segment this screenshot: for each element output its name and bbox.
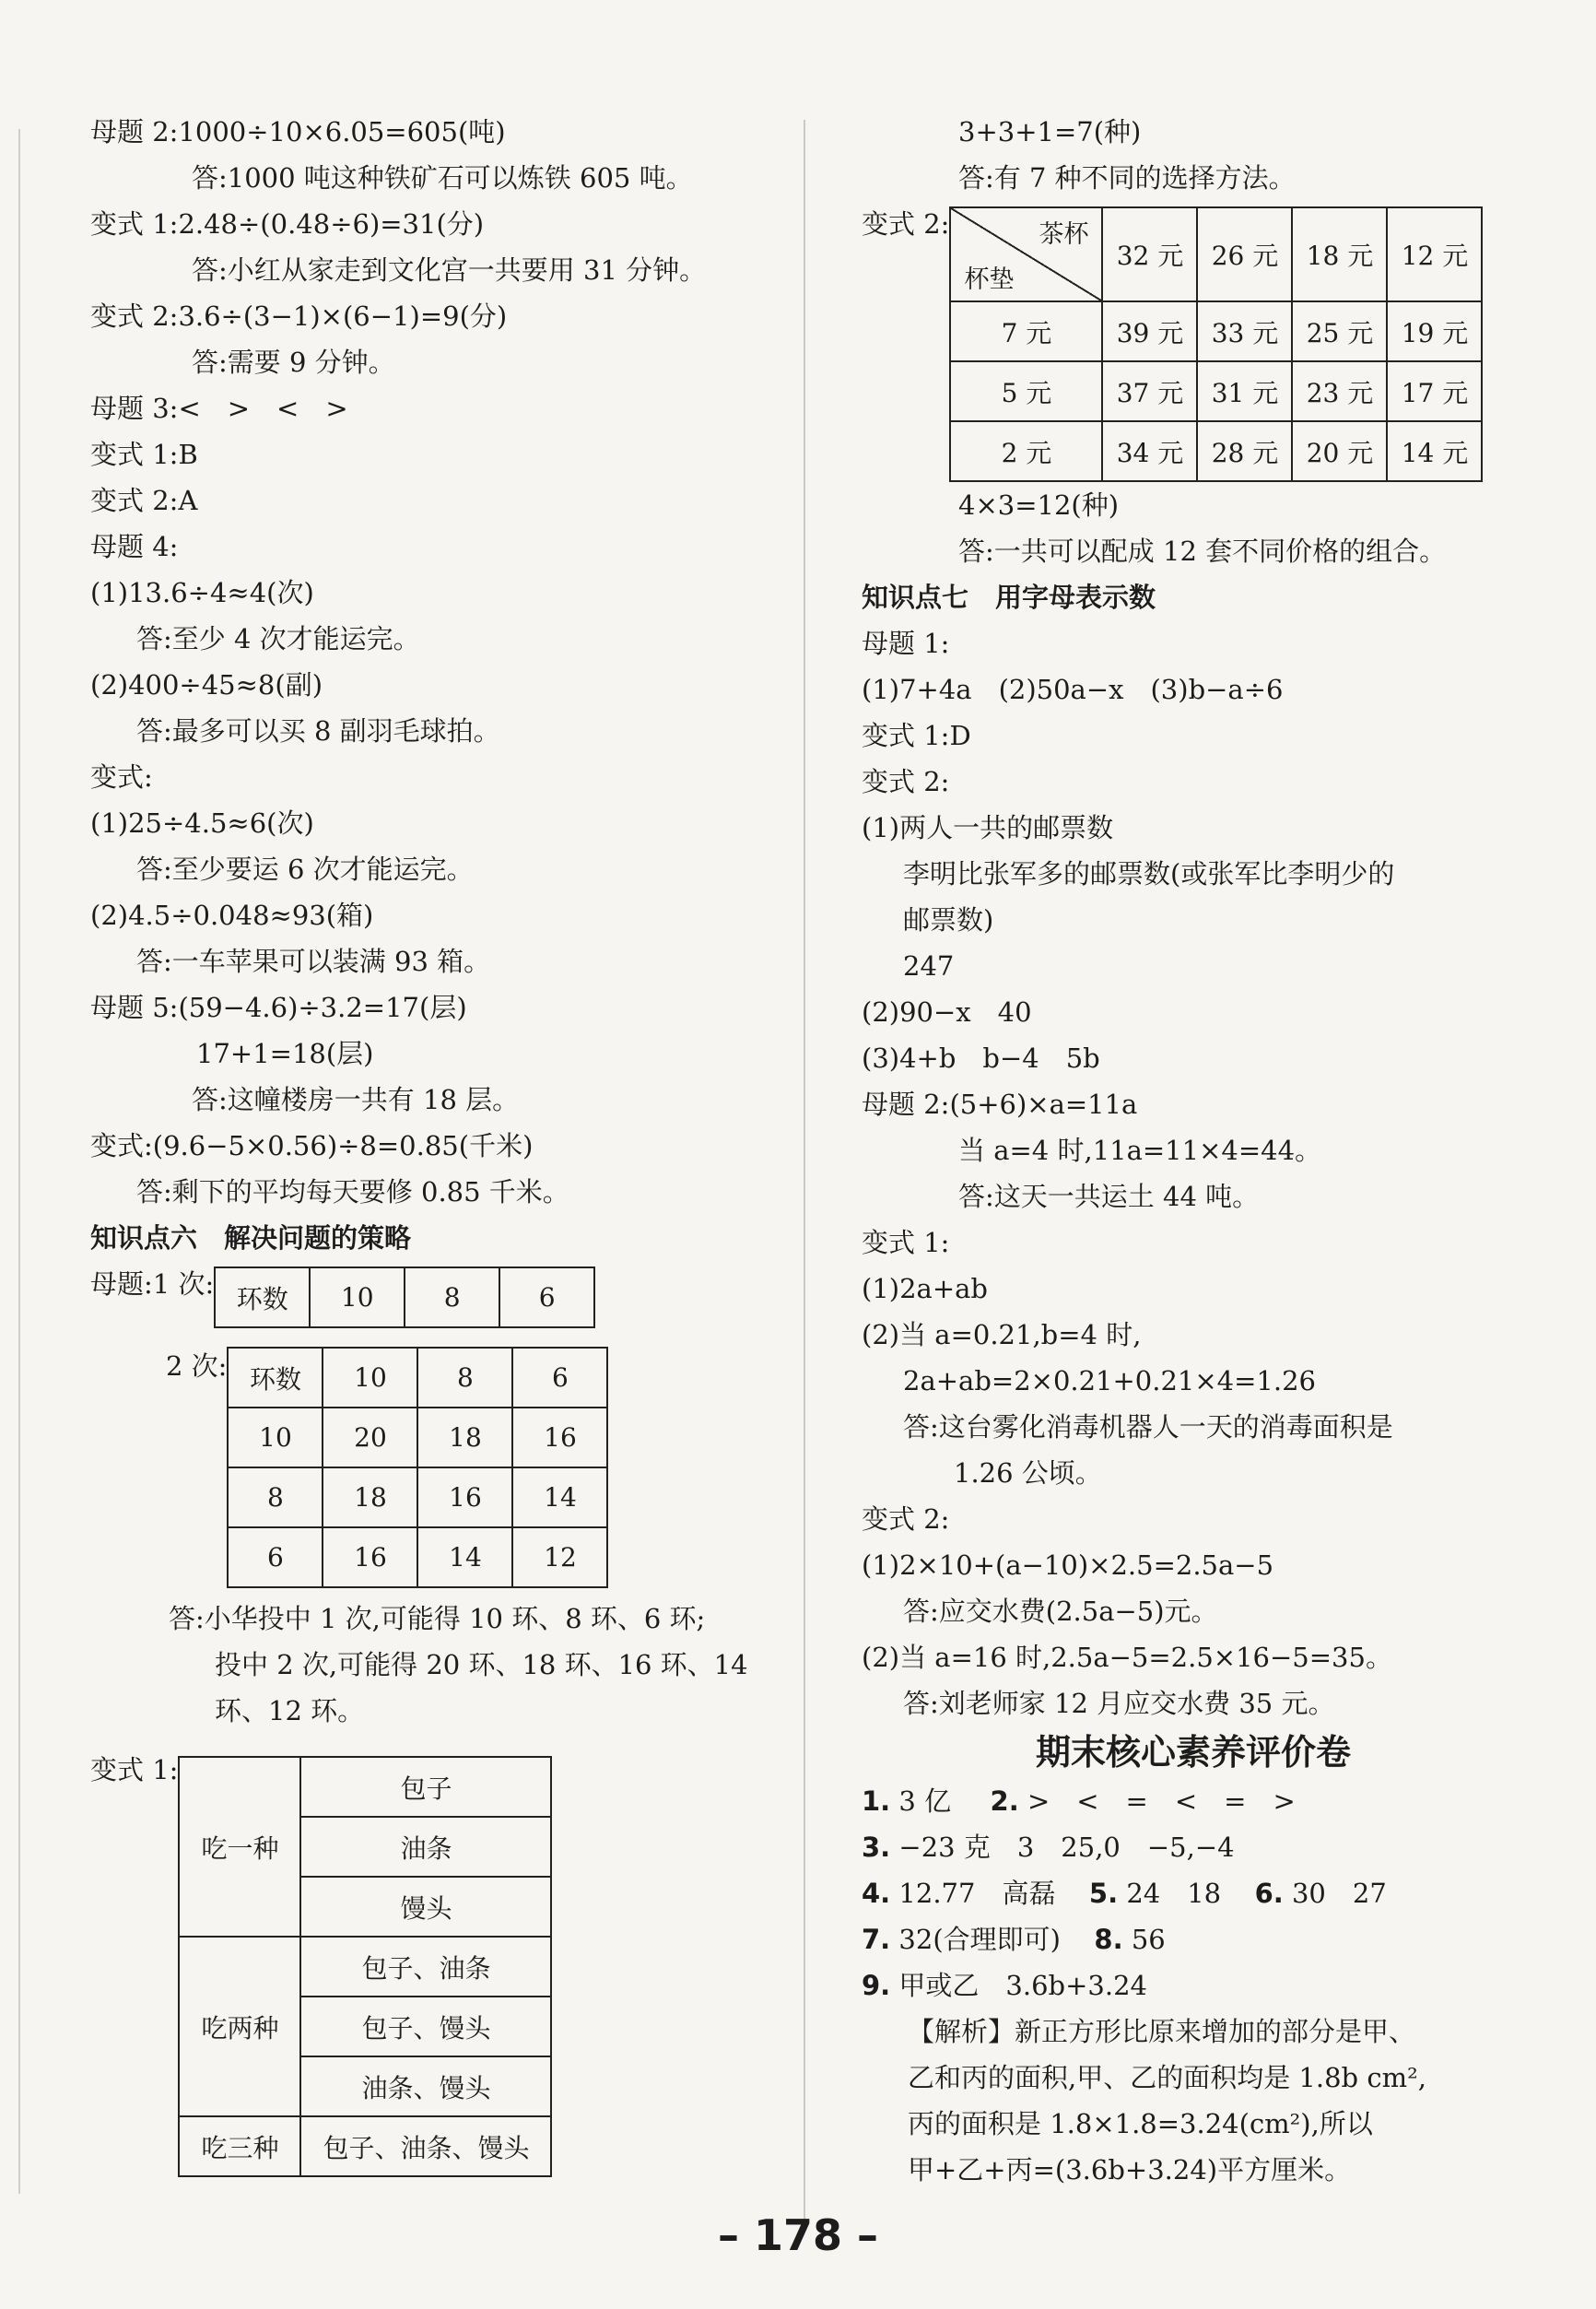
table-cell: 环数 xyxy=(228,1348,323,1408)
food-item-cell: 包子、馒头 xyxy=(300,1997,551,2056)
answer-line: 1.26 公顷。 xyxy=(954,1457,1102,1489)
answer-line: 答:至少 4 次才能运完。 xyxy=(136,623,420,654)
answer-line: 答:最多可以买 8 副羽毛球拍。 xyxy=(136,715,500,747)
column-divider xyxy=(804,120,805,2221)
answer-line: 答:一车苹果可以装满 93 箱。 xyxy=(136,946,491,977)
text-line: 247 xyxy=(903,950,955,982)
text-line: (1)2×10+(a−10)×2.5=2.5a−5 xyxy=(862,1549,1274,1581)
food-group-cell: 吃两种 xyxy=(179,1937,300,2116)
price-table-row xyxy=(862,201,1525,482)
table-cell: 32 元 xyxy=(1102,207,1197,301)
left-column xyxy=(90,109,791,2177)
text-line: 变式 2:A xyxy=(90,485,198,516)
exam-answer-line xyxy=(862,1916,1525,1962)
table-cell: 12 元 xyxy=(1387,207,1482,301)
text-line: 变式:(9.6−5×0.56)÷8=0.85(千米) xyxy=(90,1130,534,1161)
table-cell: 14 xyxy=(417,1527,512,1587)
table-cell: 18 xyxy=(417,1408,512,1467)
text-line: 母题 3:< > < > xyxy=(90,393,348,424)
answer-line: 答:有 7 种不同的选择方法。 xyxy=(958,162,1296,194)
answer-line: 答:需要 9 分钟。 xyxy=(192,347,395,378)
table-cell: 20 xyxy=(323,1408,417,1467)
ring-label-2: 2 次: xyxy=(166,1350,228,1382)
section-heading-6: 知识点六 解决问题的策略 xyxy=(90,1222,412,1254)
text-line: 母题 1: xyxy=(862,628,950,659)
right-column xyxy=(862,109,1525,2193)
question-number: 9. xyxy=(862,1970,891,2001)
food-group-cell: 吃三种 xyxy=(179,2116,300,2176)
table-cell: 6 xyxy=(228,1527,323,1587)
text-line: (1)25÷4.5≈6(次) xyxy=(90,807,314,839)
price-table xyxy=(949,206,1483,482)
text-line: (2)当 a=16 时,2.5a−5=2.5×16−5=35。 xyxy=(862,1642,1392,1673)
table-cell: 8 xyxy=(405,1267,499,1327)
table-cell: 8 xyxy=(228,1467,323,1527)
text-line: (2)90−x 40 xyxy=(862,996,1032,1028)
text-line: 母题 4: xyxy=(90,531,179,562)
analysis-line: 丙的面积是 1.8×1.8=3.24(cm²),所以 xyxy=(908,2108,1373,2139)
question-answer: −23 克 3 25,0 −5,−4 xyxy=(898,1832,1235,1863)
text-line: 变式 2: xyxy=(862,766,950,797)
text-line: 变式 2: xyxy=(862,1503,950,1535)
food-item-cell: 包子、油条、馒头 xyxy=(300,2116,551,2176)
text-line: 邮票数) xyxy=(903,904,994,936)
table-cell: 23 元 xyxy=(1292,361,1387,421)
table-cell: 6 xyxy=(499,1267,594,1327)
answer-line: 答:一共可以配成 12 套不同价格的组合。 xyxy=(958,536,1447,567)
analysis-line: 【解析】新正方形比原来增加的部分是甲、 xyxy=(908,2016,1416,2047)
text-line: 变式 1:2.48÷(0.48÷6)=31(分) xyxy=(90,208,485,240)
table-cell: 14 xyxy=(512,1467,607,1527)
answer-line: 答:刘老师家 12 月应交水费 35 元。 xyxy=(903,1688,1335,1719)
table-cell: 33 元 xyxy=(1197,301,1292,361)
analysis-line: 甲+乙+丙=(3.6b+3.24)平方厘米。 xyxy=(908,2154,1352,2185)
table-cell: 37 元 xyxy=(1102,361,1197,421)
corner-bottom-label: 杯垫 xyxy=(964,265,1015,294)
question-answer: 12.77 高磊 xyxy=(898,1878,1056,1909)
scan-edge-line xyxy=(18,129,20,2194)
question-answer: 32(合理即可) xyxy=(898,1924,1061,1955)
text-line: 变式 1: xyxy=(862,1227,950,1258)
question-number: 5. xyxy=(1088,1878,1119,1909)
food-item-cell: 包子 xyxy=(300,1757,551,1817)
text-line: 17+1=18(层) xyxy=(196,1038,374,1069)
food-item-cell: 油条 xyxy=(300,1817,551,1877)
table-cell: 10 xyxy=(323,1348,417,1408)
text-line: 母题 5:(59−4.6)÷3.2=17(层) xyxy=(90,992,467,1023)
text-line: 变式 1:D xyxy=(862,720,971,751)
text-line: 母题 2:1000÷10×6.05=605(吨) xyxy=(90,116,506,147)
table-cell: 26 元 xyxy=(1197,207,1292,301)
exam-answer-line xyxy=(862,1962,1525,2009)
question-number: 7. xyxy=(862,1924,891,1955)
text-line: 母题 2:(5+6)×a=11a xyxy=(862,1089,1138,1120)
answer-line: 答:至少要运 6 次才能运完。 xyxy=(136,854,474,885)
question-number: 3. xyxy=(862,1832,891,1863)
food-table-row xyxy=(90,1747,791,2177)
exam-answer-line xyxy=(862,1824,1525,1870)
table-cell: 18 xyxy=(323,1467,417,1527)
table-cell: 14 元 xyxy=(1387,421,1482,481)
table-cell: 5 元 xyxy=(950,361,1102,421)
table-cell: 20 元 xyxy=(1292,421,1387,481)
table-cell: 19 元 xyxy=(1387,301,1482,361)
question-answer: 56 xyxy=(1131,1924,1166,1955)
answer-line: 投中 2 次,可能得 20 环、18 环、16 环、14 xyxy=(215,1649,748,1680)
table-cell: 17 元 xyxy=(1387,361,1482,421)
table-cell: 6 xyxy=(512,1348,607,1408)
answer-line: 答:小华投中 1 次,可能得 10 环、8 环、6 环; xyxy=(169,1603,706,1634)
question-number: 4. xyxy=(862,1878,891,1909)
text-line: (2)400÷45≈8(副) xyxy=(90,669,323,701)
page-number: – 178 – xyxy=(717,2210,879,2260)
corner-cell xyxy=(950,207,1102,301)
question-number: 2. xyxy=(990,1785,1019,1817)
table-cell: 39 元 xyxy=(1102,301,1197,361)
table-cell: 7 元 xyxy=(950,301,1102,361)
text-line: (1)两人一共的邮票数 xyxy=(862,812,1114,843)
table-cell: 12 xyxy=(512,1527,607,1587)
text-line: (3)4+b b−4 5b xyxy=(862,1043,1100,1074)
food-item-cell: 包子、油条 xyxy=(300,1937,551,1997)
table-cell: 2 元 xyxy=(950,421,1102,481)
table-cell: 16 xyxy=(323,1527,417,1587)
table-cell: 16 xyxy=(512,1408,607,1467)
question-answer: 24 18 xyxy=(1126,1878,1222,1909)
ring-table-2-row xyxy=(90,1343,791,1588)
text-line: (1)2a+ab xyxy=(862,1273,988,1304)
text-line: (1)13.6÷4≈4(次) xyxy=(90,577,314,608)
ring-label-1: 母题:1 次: xyxy=(90,1268,215,1300)
answer-line: 答:这幢楼房一共有 18 层。 xyxy=(192,1084,520,1115)
text-line: 当 a=4 时,11a=11×4=44。 xyxy=(958,1135,1322,1166)
question-answer: > < = < = > xyxy=(1027,1785,1296,1817)
answer-line: 答:应交水费(2.5a−5)元。 xyxy=(903,1596,1218,1627)
answer-line: 答:这台雾化消毒机器人一天的消毒面积是 xyxy=(903,1411,1393,1443)
food-table xyxy=(178,1756,552,2177)
food-group-cell: 吃一种 xyxy=(179,1757,300,1937)
answer-line: 答:小红从家走到文化宫一共要用 31 分钟。 xyxy=(192,254,707,286)
text-line: 3+3+1=7(种) xyxy=(958,116,1142,147)
food-item-cell: 馒头 xyxy=(300,1877,551,1937)
table-cell: 25 元 xyxy=(1292,301,1387,361)
question-number: 6. xyxy=(1254,1878,1284,1909)
table-cell: 环数 xyxy=(215,1267,310,1327)
table-cell: 34 元 xyxy=(1102,421,1197,481)
food-item-cell: 油条、馒头 xyxy=(300,2056,551,2116)
ring-table-2 xyxy=(227,1347,608,1588)
question-number: 8. xyxy=(1094,1924,1123,1955)
text-line: (2)当 a=0.21,b=4 时, xyxy=(862,1319,1142,1350)
variant-1-label: 变式 1: xyxy=(90,1754,179,1785)
text-line: 4×3=12(种) xyxy=(958,489,1120,521)
ring-table-1-row xyxy=(90,1261,791,1328)
text-line: 李明比张军多的邮票数(或张军比李明少的 xyxy=(903,858,1395,889)
text-line: 变式 2:3.6÷(3−1)×(6−1)=9(分) xyxy=(90,300,508,332)
text-line: 变式: xyxy=(90,761,153,793)
exam-answer-line xyxy=(862,1778,1525,1824)
ring-table-1 xyxy=(214,1266,595,1328)
text-line: 变式 1:B xyxy=(90,439,198,470)
answer-line: 环、12 环。 xyxy=(215,1695,365,1726)
table-cell: 8 xyxy=(417,1348,512,1408)
exam-title: 期末核心素养评价卷 xyxy=(1035,1732,1351,1773)
table-cell: 10 xyxy=(310,1267,405,1327)
table-cell: 28 元 xyxy=(1197,421,1292,481)
section-heading-7: 知识点七 用字母表示数 xyxy=(862,582,1156,613)
table-cell: 16 xyxy=(417,1467,512,1527)
analysis-line: 乙和丙的面积,甲、乙的面积均是 1.8b cm², xyxy=(908,2062,1426,2093)
variant-2-label: 变式 2: xyxy=(862,208,950,240)
corner-top-label: 茶杯 xyxy=(1039,220,1089,249)
text-line: (2)4.5÷0.048≈93(箱) xyxy=(90,900,374,931)
table-cell: 18 元 xyxy=(1292,207,1387,301)
answer-line: 答:这天一共运土 44 吨。 xyxy=(958,1181,1260,1212)
question-answer: 3 亿 xyxy=(898,1785,952,1817)
exam-answer-line xyxy=(862,1870,1525,1916)
table-cell: 10 xyxy=(228,1408,323,1467)
text-line: 2a+ab=2×0.21+0.21×4=1.26 xyxy=(903,1365,1316,1396)
answer-line: 答:1000 吨这种铁矿石可以炼铁 605 吨。 xyxy=(192,162,693,194)
answer-line: 答:剩下的平均每天要修 0.85 千米。 xyxy=(136,1176,569,1208)
question-number: 1. xyxy=(862,1785,891,1817)
text-line: (1)7+4a (2)50a−x (3)b−a÷6 xyxy=(862,674,1284,705)
table-cell: 31 元 xyxy=(1197,361,1292,421)
question-answer: 30 27 xyxy=(1291,1878,1387,1909)
question-answer: 甲或乙 3.6b+3.24 xyxy=(898,1970,1147,2001)
